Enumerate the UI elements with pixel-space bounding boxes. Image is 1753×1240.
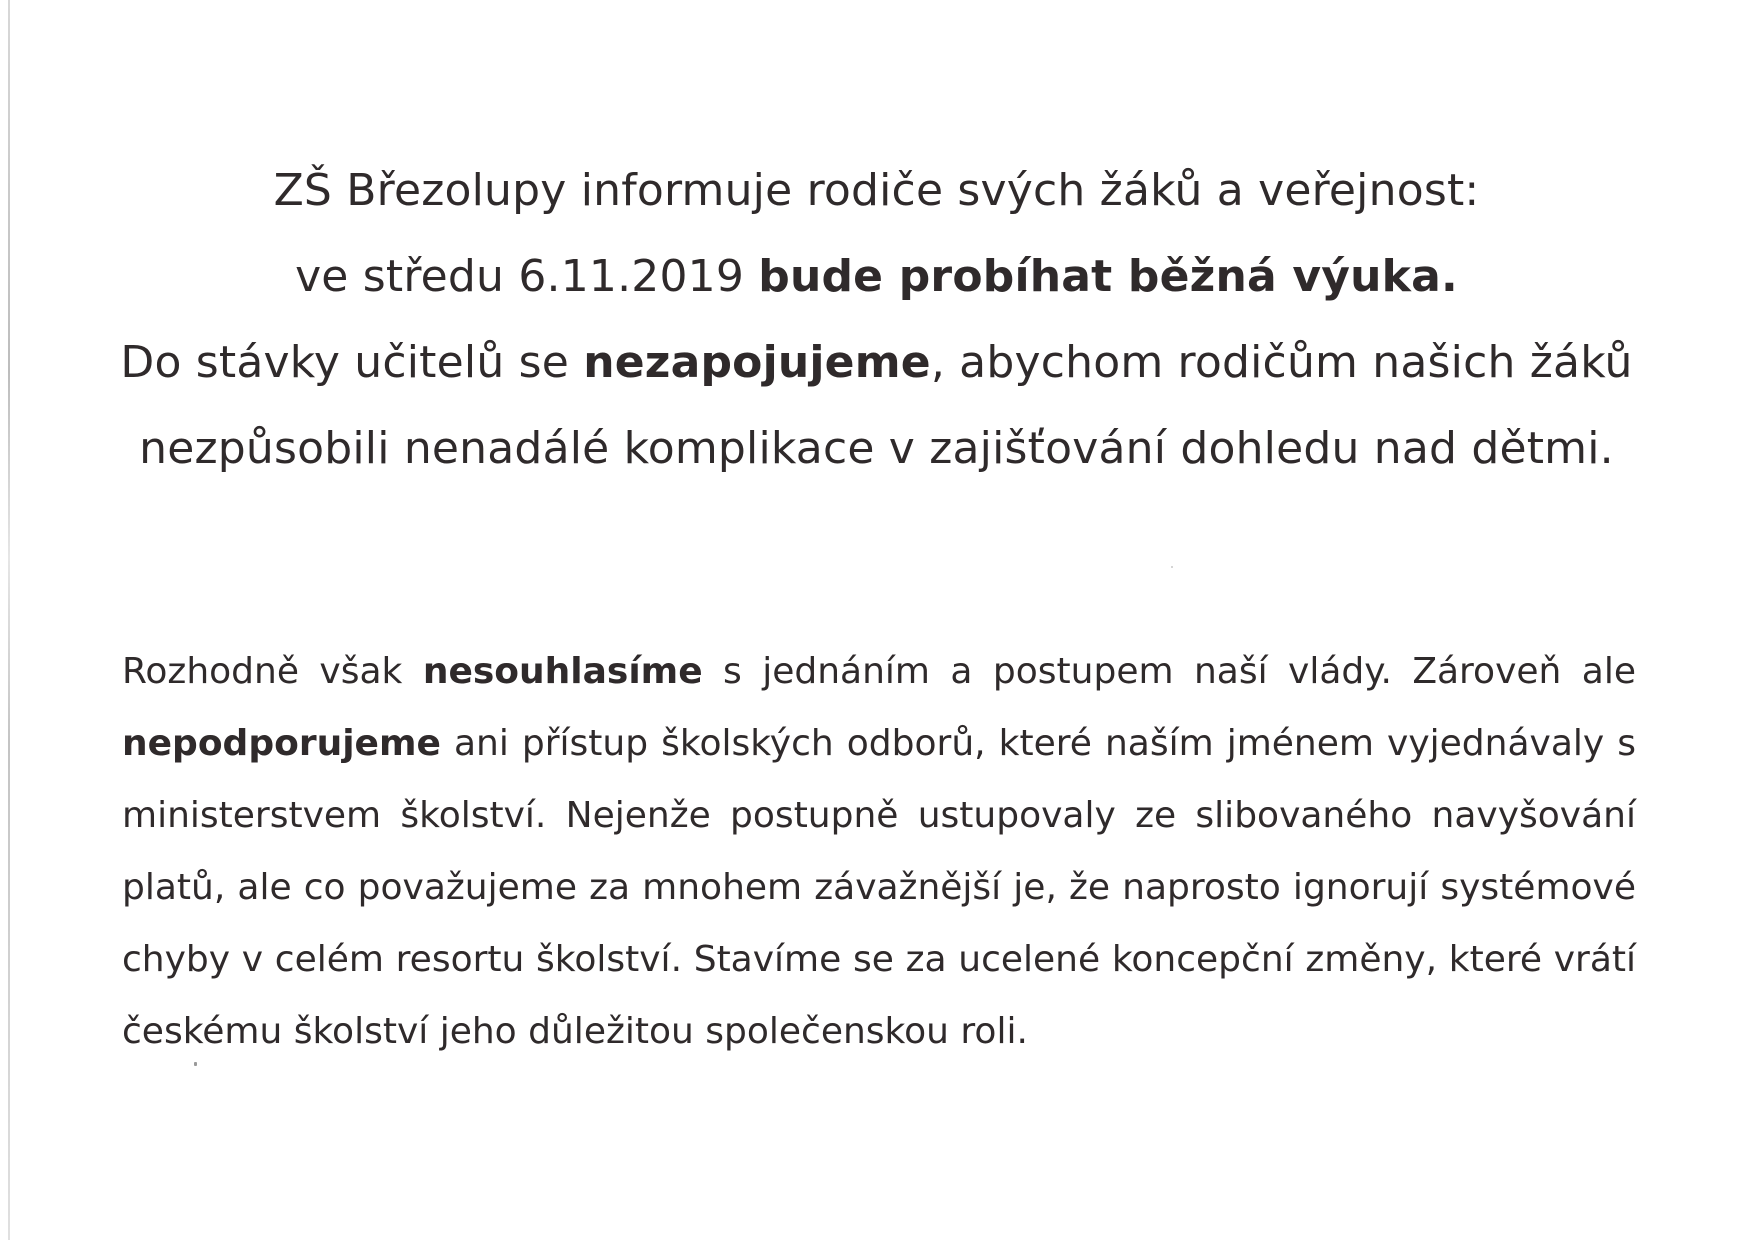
regular-teaching-emphasis: bude probíhat běžná výuka. [758,251,1458,302]
announcement-line-4 [100,406,1653,492]
not-joining-emphasis: nezapojujeme [583,337,931,388]
strike-text-b: , abychom rodičům našich žáků [930,337,1633,388]
announcement-line-4-text: nezpůsobili nenadálé komplikace v zajišťování dohledu nad dětmi. [139,423,1614,474]
announcement-block [100,148,1653,492]
date-text: ve středu 6.11.2019 [295,251,759,302]
statement-paragraph [122,636,1636,1068]
statement-part-2: s jednáním a postupem naší vlády. Zároveň ale [702,651,1636,692]
not-support-emphasis: nepodporujeme [122,723,441,764]
announcement-line-3 [100,320,1653,406]
scan-edge [8,0,10,1240]
statement-part-3: ani přístup školských odborů, které naším jménem vyjednávaly s ministerstvem školství. Nejenže postupně ustupovaly ze slibovaného navyšování platů, ale co považujeme za mnohem závažnější je, že naprosto ignorují systémové chyby v celém resortu školství. Stavíme se za ucelené koncepční změny, které vrátí českému školství jeho důležitou společenskou roli. [122,723,1636,1052]
scan-speck [1171,566,1173,568]
announcement-line-1 [100,148,1653,234]
announcement-line-1-text: ZŠ Březolupy informuje rodiče svých žáků a veřejnost: [273,165,1480,216]
statement-part-1: Rozhodně však [122,651,423,692]
strike-text-a: Do stávky učitelů se [120,337,584,388]
announcement-line-2 [100,234,1653,320]
disagree-emphasis: nesouhlasíme [422,651,703,692]
